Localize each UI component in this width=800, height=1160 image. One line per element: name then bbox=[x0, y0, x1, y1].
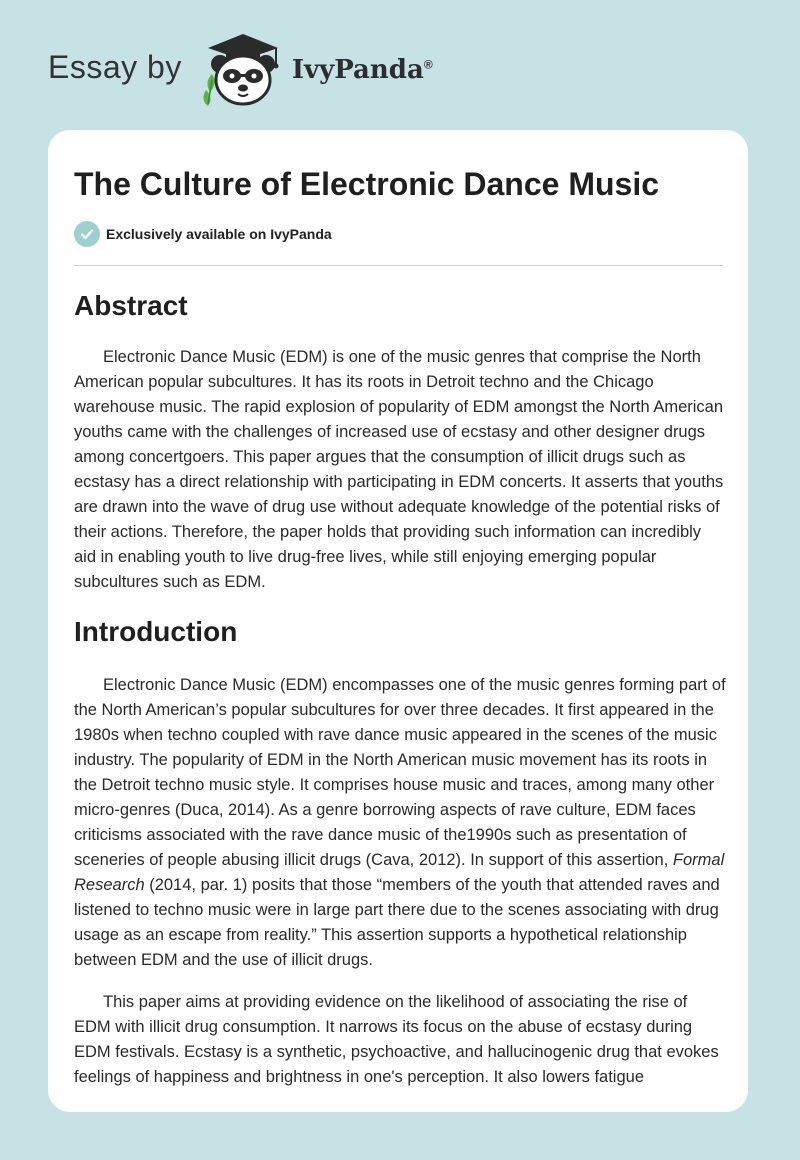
section-heading-abstract: Abstract bbox=[74, 290, 188, 321]
brand-name: IvyPanda® bbox=[291, 55, 433, 85]
exclusive-badge bbox=[74, 220, 722, 248]
essay-by-label: Essay by bbox=[48, 48, 182, 85]
exclusive-badge-label: Exclusively available on IvyPanda bbox=[106, 226, 332, 242]
site-header bbox=[48, 30, 433, 110]
section-heading-introduction: Introduction bbox=[74, 616, 238, 647]
ivypanda-logo-icon[interactable] bbox=[198, 30, 288, 110]
check-icon bbox=[74, 221, 100, 247]
registered-mark: ® bbox=[423, 57, 433, 72]
article-title: The Culture of Electronic Dance Music bbox=[74, 166, 659, 202]
article-card bbox=[48, 130, 748, 1112]
introduction-paragraph-2: This paper aims at providing evidence on the likelihood of associating the rise of EDM with illicit drug consumption. It narrows its focus on the abuse of ecstasy during EDM festivals. Ecstasy is a synthetic, psychoactive, and hallucinogenic drug that evokes feelings of happiness and brightness in one's perception. It also lowers fatigue bbox=[74, 993, 719, 1086]
abstract-paragraph: Electronic Dance Music (EDM) is one of the music genres that comprise the North American popular subcultures. It has its roots in Detroit techno and the Chicago warehouse music. The rapid explosion of popularity of EDM amongst the North American youths came with the challenges of increased use of ecstasy and other designer drugs among concertgoers. This paper argues that the consumption of illicit drugs such as ecstasy has a direct relationship with participating in EDM concerts. It asserts that youths are drawn into the wave of drug use without adequate knowledge of the potential risks of their actions. Therefore, the paper holds that providing such information can incredibly aid in enabling youth to live drug-free lives, while still enjoying emerging popular subcultures such as EDM. bbox=[74, 348, 724, 591]
formal-research-citation: Formal Research bbox=[74, 851, 725, 894]
divider bbox=[74, 265, 723, 266]
introduction-paragraph-1: Electronic Dance Music (EDM) encompasses one of the music genres forming part of the North American’s popular subcultures for over three decades. It first appeared in the 1980s when techno coupled with rave dance music appeared in the scenes of the music industry. The popularity of EDM in the North American music movement has its roots in the Detroit techno music style. It comprises house music and traces, among many other micro-genres (Duca, 2014). As a genre borrowing aspects of rave culture, EDM faces criticisms associated with the rave dance music of the1990s such as presentation of sceneries of people abusing illicit drugs (Cava, 2012). In support of this assertion, Formal Research (2014, par. 1) posits that those “members of the youth that attended raves and listened to techno music were in large part there due to the scenes associating with drug usage as an escape from reality.” This assertion supports a hypothetical relationship between EDM and the use of illicit drugs. bbox=[74, 676, 726, 969]
